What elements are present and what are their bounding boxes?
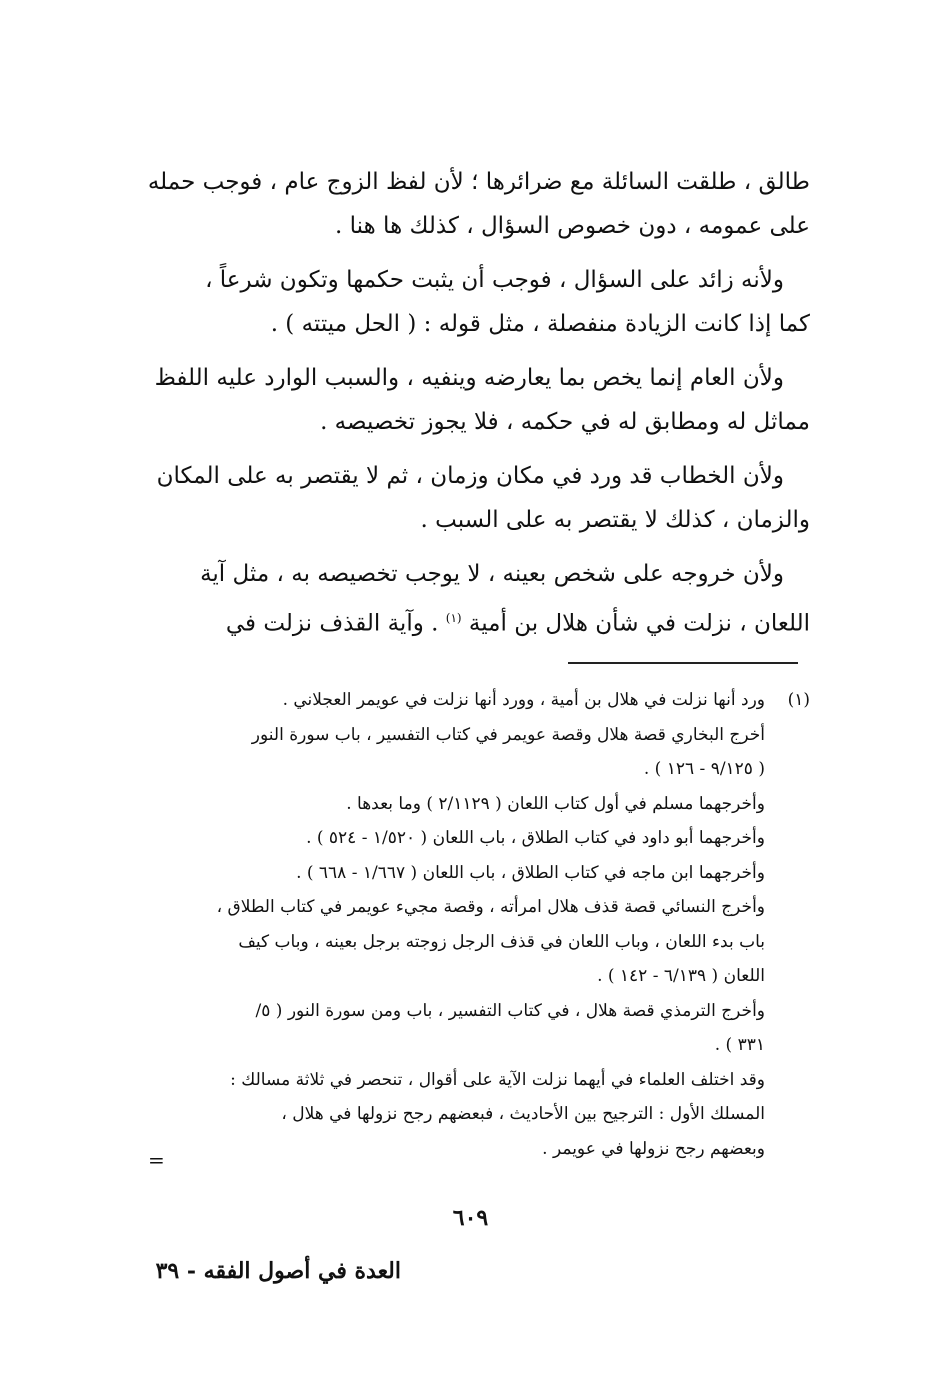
footnote-line: وقد اختلف العلماء في أيهما نزلت الآية على أقوال ، تنحصر في ثلاثة مسالك : [230, 1069, 765, 1090]
footnote-line: المسلك الأول : الترجيح بين الأحاديث ، فبعضهم رجح نزولها في هلال ، [281, 1104, 765, 1124]
paragraph [160, 258, 810, 346]
footnote-line [150, 683, 810, 718]
footnote-number: (١) [787, 690, 810, 710]
text-line: طالق ، طلقت السائلة مع ضرائرها ؛ لأن لفظ الزوج عام ، فوجب حمله [147, 169, 810, 195]
text-line: مماثل له ومطابق له في حكمه ، فلا يجوز تخصيصه . [320, 409, 810, 435]
continuation-mark: = [148, 1148, 165, 1172]
text-line: ولأن العام إنما يخص بما يعارضه وينفيه ، والسبب الوارد عليه اللفظ [154, 365, 784, 391]
text-line: ولأنه زائد على السؤال ، فوجب أن يثبت حكمها وتكون شرعاً ، [205, 267, 784, 293]
footnote-line: اللعان ( ٦/١٣٩ - ١٤٢ ) . [597, 966, 765, 986]
text-line: على عمومه ، دون خصوص السؤال ، كذلك ها هنا . [335, 213, 810, 239]
page-number: ٦٠٩ [452, 1205, 489, 1231]
footnote-separator [568, 662, 798, 664]
footnote-text: ورد أنها نزلت في هلال بن أمية ، وورد أنها نزلت في عويمر العجلاني . [282, 690, 765, 710]
footnote-line: وأخرجهما أبو داود في كتاب الطلاق ، باب اللعان ( ١/٥٢٠ - ٥٢٤ ) . [306, 828, 765, 848]
footnote-line: ( ٩/١٢٥ - ١٢٦ ) . [643, 759, 765, 779]
footnote-line: وبعضهم رجح نزولها في عويمر . [542, 1138, 765, 1159]
text-segment: اللعان ، نزلت في شأن هلال بن أمية [468, 610, 810, 637]
text-line: والزمان ، كذلك لا يقتصر به على السبب . [420, 507, 810, 533]
paragraph [156, 454, 810, 542]
footnote-line: وأخرج الترمذي قصة هلال ، في كتاب التفسير ، باب ومن سورة النور ( ٥/ [255, 1000, 765, 1021]
text-line [160, 596, 810, 646]
paragraph [147, 160, 810, 248]
footnote-reference: (١) [445, 611, 462, 625]
main-text [147, 160, 810, 656]
footnote-line: باب بدء اللعان ، وباب اللعان في قذف الرجل زوجته برجل بعينه ، وباب كيف [238, 931, 765, 952]
running-footer: العدة في أصول الفقه - ٣٩ [155, 1258, 401, 1284]
text-segment: . وآية القذف نزلت في [225, 610, 446, 637]
footnote-line: ٣٣١ ) . [714, 1035, 765, 1055]
footnotes [150, 683, 810, 1166]
footnote-line: أخرج البخاري قصة هلال وقصة عويمر في كتاب التفسير ، باب سورة النور [251, 724, 765, 745]
text-line: ولأن خروجه على شخص بعينه ، لا يوجب تخصيصه به ، مثل آية [200, 561, 784, 587]
text-line: كما إذا كانت الزيادة منفصلة ، مثل قوله : ( الحل ميتته ) . [270, 311, 810, 337]
text-line: ولأن الخطاب قد ورد في مكان وزمان ، ثم لا يقتصر به على المكان [156, 463, 784, 489]
footnote-line: وأخرج النسائي قصة قذف هلال امرأته ، وقصة مجيء عويمر في كتاب الطلاق ، [216, 897, 765, 917]
paragraph [160, 552, 810, 646]
footnote-line: وأخرجهما ابن ماجه في كتاب الطلاق ، باب اللعان ( ١/٦٦٧ - ٦٦٨ ) . [296, 862, 765, 883]
paragraph [154, 356, 810, 444]
footnote-line: وأخرجهما مسلم في أول كتاب اللعان ( ٢/١١٢٩ ) وما بعدها . [346, 793, 765, 814]
